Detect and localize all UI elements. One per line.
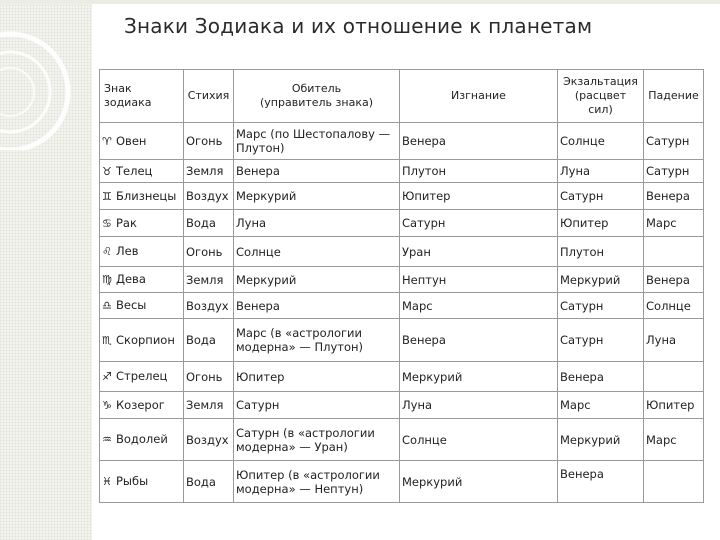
exile-cell: Нептун	[400, 267, 558, 293]
domicile-cell: Юпитер (в «астрологии модерна» — Нептун)	[234, 461, 400, 503]
exaltation-cell: Марс	[558, 392, 644, 419]
exile-cell: Юпитер	[400, 183, 558, 210]
header-domicile-line2: (управитель знака)	[260, 96, 373, 109]
sign-name: Стрелец	[116, 369, 168, 383]
exaltation-cell: Венера	[558, 362, 644, 392]
header-exaltation-line1: Экзальтация	[563, 75, 638, 88]
element-cell: Воздух	[184, 183, 234, 210]
sign-cell	[100, 392, 184, 419]
exaltation-cell: Сатурн	[558, 319, 644, 362]
table-row	[100, 160, 704, 183]
header-exaltation-line2: (расцвет	[574, 89, 627, 102]
domicile-cell: Марс (в «астрологии модерна» — Плутон)	[234, 319, 400, 362]
exaltation-cell: Луна	[558, 160, 644, 183]
element-cell: Огонь	[184, 237, 234, 267]
fall-cell	[644, 237, 704, 267]
header-exile: Изгнание	[400, 70, 558, 123]
zodiac-table	[99, 69, 704, 503]
exile-cell: Сатурн	[400, 210, 558, 237]
element-cell: Вода	[184, 319, 234, 362]
zodiac-symbol-icon: ♌	[102, 245, 112, 258]
sign-name: Лев	[116, 244, 139, 258]
domicile-cell: Луна	[234, 210, 400, 237]
table-row	[100, 362, 704, 392]
domicile-cell: Сатурн	[234, 392, 400, 419]
fall-cell: Венера	[644, 267, 704, 293]
header-exaltation	[558, 70, 644, 123]
table-row	[100, 293, 704, 319]
fall-cell: Солнце	[644, 293, 704, 319]
element-cell: Огонь	[184, 362, 234, 392]
table-row	[100, 183, 704, 210]
exile-cell: Солнце	[400, 419, 558, 461]
exaltation-cell: Плутон	[558, 237, 644, 267]
element-cell: Вода	[184, 210, 234, 237]
exaltation-cell: Сатурн	[558, 293, 644, 319]
zodiac-symbol-icon: ♍	[102, 273, 112, 286]
table-row	[100, 419, 704, 461]
zodiac-symbol-icon: ♎	[102, 299, 112, 312]
exile-cell: Марс	[400, 293, 558, 319]
sign-cell	[100, 160, 184, 183]
fall-cell: Юпитер	[644, 392, 704, 419]
sign-cell	[100, 293, 184, 319]
domicile-cell: Юпитер	[234, 362, 400, 392]
fall-cell: Луна	[644, 319, 704, 362]
sign-cell	[100, 461, 184, 503]
table-row	[100, 267, 704, 293]
header-exaltation-line3: сил)	[588, 103, 613, 116]
domicile-cell: Сатурн (в «астрологии модерна» — Уран)	[234, 419, 400, 461]
fall-cell: Сатурн	[644, 160, 704, 183]
element-cell: Земля	[184, 267, 234, 293]
fall-cell: Марс	[644, 419, 704, 461]
sign-cell	[100, 267, 184, 293]
exaltation-cell: Меркурий	[558, 267, 644, 293]
header-sign: Знак зодиака	[100, 70, 184, 123]
zodiac-symbol-icon: ♓	[102, 475, 112, 488]
domicile-cell: Меркурий	[234, 267, 400, 293]
zodiac-symbol-icon: ♐	[102, 370, 112, 383]
zodiac-symbol-icon: ♒	[102, 433, 112, 446]
zodiac-symbol-icon: ♑	[102, 398, 112, 412]
fall-cell: Марс	[644, 210, 704, 237]
exile-cell: Венера	[400, 319, 558, 362]
domicile-cell: Солнце	[234, 237, 400, 267]
fall-cell	[644, 461, 704, 503]
sign-cell	[100, 237, 184, 267]
sign-cell	[100, 419, 184, 461]
header-element: Стихия	[184, 70, 234, 123]
sign-cell	[100, 319, 184, 362]
sign-cell	[100, 210, 184, 237]
table-row	[100, 123, 704, 160]
header-domicile-line1: Обитель	[291, 82, 342, 95]
fall-cell	[644, 362, 704, 392]
exaltation-cell: Венера	[558, 461, 644, 503]
zodiac-symbol-icon: ♊	[102, 189, 112, 203]
sign-cell	[100, 362, 184, 392]
exile-cell: Меркурий	[400, 461, 558, 503]
element-cell: Воздух	[184, 293, 234, 319]
sign-name: Водолей	[116, 432, 168, 446]
element-cell: Воздух	[184, 419, 234, 461]
zodiac-symbol-icon: ♏	[102, 333, 112, 347]
element-cell: Земля	[184, 160, 234, 183]
exaltation-cell: Солнце	[558, 123, 644, 160]
domicile-cell: Венера	[234, 293, 400, 319]
exile-cell: Меркурий	[400, 362, 558, 392]
page-title: Знаки Зодиака и их отношение к планетам	[124, 14, 593, 38]
exile-cell: Венера	[400, 123, 558, 160]
element-cell: Земля	[184, 392, 234, 419]
fall-cell: Венера	[644, 183, 704, 210]
sign-name: Рыбы	[116, 474, 149, 488]
sign-cell	[100, 123, 184, 160]
table-row	[100, 210, 704, 237]
domicile-cell: Меркурий	[234, 183, 400, 210]
element-cell: Огонь	[184, 123, 234, 160]
exile-cell: Луна	[400, 392, 558, 419]
zodiac-symbol-icon: ♈	[102, 134, 112, 148]
sign-name: Козерог	[116, 397, 165, 412]
exaltation-cell: Юпитер	[558, 210, 644, 237]
exile-cell: Уран	[400, 237, 558, 267]
sign-cell	[100, 183, 184, 210]
exile-cell: Плутон	[400, 160, 558, 183]
sign-name: Рак	[116, 215, 137, 230]
header-row	[100, 70, 704, 123]
header-fall: Падение	[644, 70, 704, 123]
header-domicile	[234, 70, 400, 123]
sign-name: Телец	[116, 163, 153, 178]
exaltation-cell: Меркурий	[558, 419, 644, 461]
sign-name: Скорпион	[116, 332, 175, 347]
sign-name: Близнецы	[116, 188, 177, 203]
table-row	[100, 392, 704, 419]
fall-cell: Сатурн	[644, 123, 704, 160]
table-row	[100, 461, 704, 503]
exaltation-cell: Сатурн	[558, 183, 644, 210]
sign-name: Овен	[116, 133, 147, 148]
domicile-cell: Венера	[234, 160, 400, 183]
sign-name: Дева	[116, 272, 146, 286]
element-cell: Вода	[184, 461, 234, 503]
table-row	[100, 319, 704, 362]
table-row	[100, 237, 704, 267]
domicile-cell: Марс (по Шестопалову — Плутон)	[234, 123, 400, 160]
sign-name: Весы	[116, 298, 147, 312]
zodiac-symbol-icon: ♋	[102, 216, 112, 230]
zodiac-symbol-icon: ♉	[102, 164, 112, 178]
